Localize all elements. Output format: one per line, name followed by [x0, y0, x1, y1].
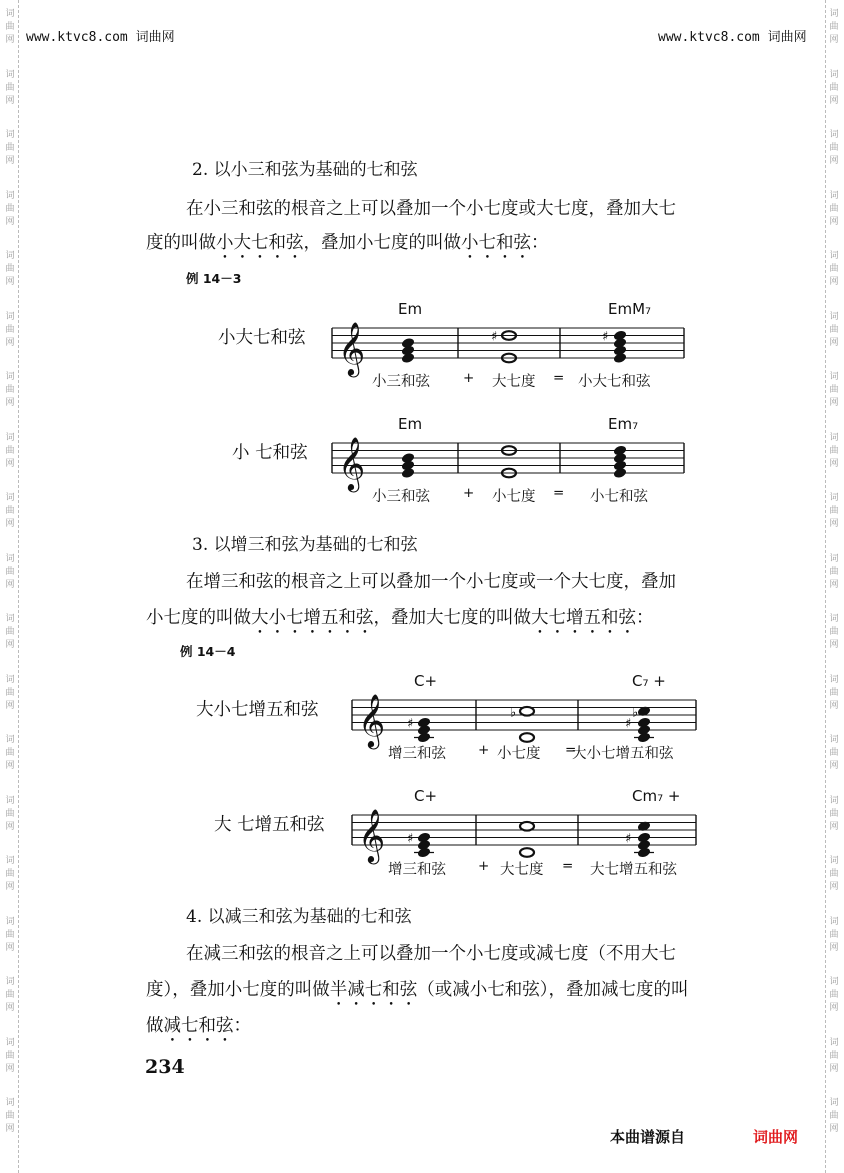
caption-interval: 大七度	[500, 862, 544, 878]
section-4-line3	[146, 1014, 251, 1046]
caption-result: 大七增五和弦	[590, 862, 677, 878]
sharp-icon: ♯	[625, 831, 632, 847]
text-span: ：	[636, 608, 654, 628]
watermark-glyph: 曲	[829, 1111, 839, 1121]
chord-symbol-1: Em	[398, 415, 423, 433]
watermark-glyph: 词	[829, 372, 839, 382]
watermark-glyph: 曲	[5, 1050, 15, 1061]
watermark-glyph: 词	[829, 493, 839, 503]
caption-result: 大小七增五和弦	[572, 746, 674, 762]
watermark-glyph: 曲	[829, 869, 839, 879]
watermark-glyph: 网	[5, 398, 15, 408]
watermark-glyph: 词	[829, 9, 839, 19]
chord-symbol-2: Cm₇ +	[632, 787, 681, 805]
section-2-title: 2. 以小三和弦为基础的七和弦	[192, 160, 418, 180]
watermark-glyph: 词	[829, 674, 839, 685]
watermark-glyph: 词	[829, 977, 839, 987]
treble-clef-icon: 𝄞	[358, 693, 386, 747]
chord-note	[613, 444, 628, 456]
chord-symbol-2: Em₇	[608, 415, 639, 433]
watermark-glyph: 曲	[829, 808, 839, 819]
watermark-glyph: 词	[5, 1098, 15, 1108]
sharp-icon: ♯	[491, 329, 498, 345]
example-label-14-4: 例 14－4	[180, 644, 236, 659]
watermark-glyph: 词	[5, 795, 15, 806]
watermark-glyph: 网	[5, 882, 15, 892]
caption-equals: =	[565, 742, 577, 758]
interval-note-seventh	[520, 822, 534, 831]
watermark-glyph: 网	[829, 1124, 839, 1134]
chord-note	[417, 716, 432, 728]
caption-plus: +	[478, 858, 490, 874]
chord-note	[637, 716, 652, 728]
text-span: ：	[233, 1016, 251, 1036]
watermark-glyph: 曲	[5, 687, 15, 698]
flat-icon: ♭	[510, 705, 517, 721]
watermark-glyph: 词	[5, 1037, 15, 1048]
watermark-glyph: 词	[829, 190, 839, 201]
sharp-icon: ♯	[625, 716, 632, 732]
footer-site-link[interactable]: 词曲网	[753, 1128, 799, 1146]
watermark-glyph: 网	[829, 761, 839, 771]
watermark-glyph: 词	[5, 916, 15, 927]
watermark-glyph: 网	[829, 458, 839, 469]
chord-name-label: 大 七增五和弦	[214, 815, 325, 835]
watermark-glyph: 曲	[5, 808, 15, 819]
watermark-glyph: 曲	[829, 1050, 839, 1061]
watermark-glyph: 网	[829, 1063, 839, 1074]
text-span: 做	[146, 1016, 164, 1036]
text-span: （或减小七和弦），叠加减七度的叫	[417, 980, 689, 1000]
term-augmented-minor-seventh: 大小七增五和弦	[251, 608, 374, 628]
term-augmented-major-seventh: 大七增五和弦	[531, 608, 636, 628]
caption-result: 小七和弦	[590, 489, 648, 505]
section-2-line1: 在小三和弦的根音之上可以叠加一个小七度或大七度，叠加大七	[186, 199, 676, 219]
watermark-glyph: 词	[829, 856, 839, 866]
watermark-glyph: 曲	[829, 687, 839, 698]
watermark-glyph: 词	[829, 130, 839, 140]
watermark-glyph: 曲	[5, 143, 15, 153]
flat-icon: ♭	[632, 705, 639, 721]
term-minor-seventh: 小七和弦	[461, 233, 531, 253]
text-span: 度的叫做	[146, 233, 216, 253]
watermark-glyph: 网	[5, 337, 15, 348]
watermark-glyph: 网	[829, 519, 839, 529]
watermark-glyph: 网	[829, 579, 839, 590]
chord-symbol-1: C+	[414, 672, 438, 690]
watermark-glyph: 词	[5, 856, 15, 866]
music-staff	[352, 686, 696, 756]
watermark-glyph: 词	[5, 9, 15, 19]
footer-source-label: 本曲谱源自	[610, 1128, 686, 1146]
watermark-glyph: 曲	[5, 748, 15, 758]
watermark-glyph: 曲	[5, 506, 15, 516]
section-3-line2	[146, 606, 654, 638]
watermark-glyph: 网	[829, 821, 839, 832]
watermark-glyph: 词	[5, 372, 15, 382]
music-staff	[332, 314, 684, 384]
section-4-line1: 在减三和弦的根音之上可以叠加一个小七度或减七度（不用大七	[186, 944, 676, 964]
caption-interval: 大七度	[492, 374, 536, 390]
watermark-glyph: 网	[5, 1063, 15, 1074]
chord-note	[417, 831, 432, 843]
chord-symbol-2: EmM₇	[608, 300, 652, 318]
term-minor-major-seventh: 小大七和弦	[216, 233, 304, 253]
watermark-glyph: 曲	[829, 627, 839, 637]
watermark-glyph: 词	[829, 614, 839, 624]
watermark-glyph: 网	[5, 519, 15, 529]
watermark-glyph: 词	[829, 916, 839, 927]
sharp-icon: ♯	[407, 716, 414, 732]
watermark-glyph: 网	[829, 277, 839, 287]
header-url-right[interactable]: www.ktvc8.com 词曲网	[658, 30, 807, 45]
treble-clef-icon: 𝄞	[358, 808, 386, 862]
watermark-glyph: 网	[5, 1124, 15, 1134]
watermark-glyph: 词	[829, 553, 839, 564]
chord-note	[401, 337, 416, 349]
watermark-glyph: 词	[5, 432, 15, 443]
text-span: 小七度的叫做	[146, 608, 251, 628]
watermark-glyph: 词	[829, 735, 839, 745]
watermark-glyph: 网	[5, 700, 15, 711]
watermark-glyph: 曲	[5, 445, 15, 456]
watermark-glyph: 曲	[5, 324, 15, 335]
chord-name-label: 大小七增五和弦	[196, 700, 319, 720]
caption-plus: +	[478, 742, 490, 758]
sharp-icon: ♯	[602, 329, 609, 345]
watermark-glyph: 网	[5, 35, 15, 45]
watermark-glyph: 网	[829, 216, 839, 227]
watermark-glyph: 曲	[5, 203, 15, 214]
watermark-glyph: 曲	[829, 566, 839, 577]
watermark-glyph: 曲	[829, 506, 839, 516]
caption-plus: +	[463, 370, 475, 386]
watermark-glyph: 词	[829, 1098, 839, 1108]
watermark-glyph: 词	[829, 1037, 839, 1048]
caption-triad: 小三和弦	[372, 489, 430, 505]
watermark-glyph: 网	[5, 458, 15, 469]
term-diminished-seventh: 减七和弦	[163, 1016, 234, 1036]
watermark-glyph: 词	[5, 735, 15, 745]
watermark-glyph: 网	[829, 942, 839, 953]
section-3-line1: 在增三和弦的根音之上可以叠加一个小七度或一个大七度，叠加	[186, 572, 676, 592]
chord-symbol-2: C₇ +	[632, 672, 666, 690]
interval-note-root	[520, 848, 534, 857]
watermark-glyph: 网	[829, 882, 839, 892]
watermark-glyph: 网	[5, 942, 15, 953]
watermark-glyph: 网	[5, 156, 15, 166]
watermark-glyph: 词	[5, 674, 15, 685]
sharp-icon: ♯	[407, 831, 414, 847]
text-span: ：	[531, 233, 549, 253]
watermark-glyph: 网	[5, 640, 15, 650]
music-staff	[332, 429, 684, 499]
chord-name-label: 小大七和弦	[218, 328, 306, 348]
watermark-glyph: 曲	[5, 869, 15, 879]
watermark-glyph: 词	[5, 553, 15, 564]
caption-interval: 小七度	[497, 746, 541, 762]
watermark-glyph: 曲	[829, 22, 839, 32]
caption-triad: 增三和弦	[388, 746, 446, 762]
watermark-glyph: 网	[5, 216, 15, 227]
section-2-line2	[146, 231, 549, 263]
watermark-glyph: 网	[5, 761, 15, 771]
chord-symbol-1: Em	[398, 300, 423, 318]
watermark-glyph: 曲	[5, 385, 15, 395]
watermark-glyph: 曲	[829, 929, 839, 940]
watermark-glyph: 词	[5, 251, 15, 261]
caption-equals: =	[553, 370, 565, 386]
watermark-glyph: 词	[5, 493, 15, 503]
chord-name-label: 小 七和弦	[232, 443, 308, 463]
interval-note-seventh	[520, 707, 534, 716]
watermark-glyph: 曲	[5, 1111, 15, 1121]
watermark-glyph: 词	[829, 311, 839, 322]
watermark-glyph: 曲	[829, 82, 839, 93]
watermark-glyph: 曲	[829, 445, 839, 456]
watermark-glyph: 网	[5, 95, 15, 106]
watermark-glyph: 曲	[829, 748, 839, 758]
watermark-glyph: 曲	[829, 385, 839, 395]
watermark-glyph: 曲	[5, 990, 15, 1000]
treble-clef-icon: 𝄞	[338, 321, 366, 375]
watermark-glyph: 曲	[829, 990, 839, 1000]
watermark-glyph: 网	[5, 277, 15, 287]
chord-note	[401, 452, 416, 464]
watermark-glyph: 网	[829, 95, 839, 106]
caption-triad: 小三和弦	[372, 374, 430, 390]
watermark-glyph: 曲	[5, 264, 15, 274]
header-url-left[interactable]: www.ktvc8.com 词曲网	[26, 30, 175, 45]
watermark-glyph: 词	[829, 251, 839, 261]
watermark-glyph: 网	[829, 640, 839, 650]
watermark-glyph: 网	[829, 35, 839, 45]
text-span: 度），叠加小七度的叫做	[146, 980, 330, 1000]
section-3-title: 3. 以增三和弦为基础的七和弦	[192, 535, 418, 555]
chord-note	[613, 329, 628, 341]
watermark-glyph: 网	[5, 821, 15, 832]
watermark-glyph: 词	[829, 795, 839, 806]
interval-note-root	[520, 733, 534, 742]
watermark-glyph: 曲	[5, 22, 15, 32]
watermark-glyph: 网	[829, 1003, 839, 1013]
watermark-glyph: 曲	[5, 566, 15, 577]
section-4-line2	[146, 978, 689, 1010]
watermark-glyph: 词	[5, 69, 15, 80]
treble-clef-icon: 𝄞	[338, 436, 366, 490]
watermark-glyph: 词	[829, 69, 839, 80]
watermark-glyph: 网	[5, 579, 15, 590]
watermark-glyph: 曲	[5, 82, 15, 93]
caption-plus: +	[463, 485, 475, 501]
example-label-14-3: 例 14－3	[186, 271, 242, 286]
caption-triad: 增三和弦	[388, 862, 446, 878]
watermark-glyph: 曲	[5, 929, 15, 940]
watermark-glyph: 曲	[829, 143, 839, 153]
page-number: 234	[145, 1056, 185, 1078]
watermark-glyph: 词	[5, 190, 15, 201]
watermark-glyph: 曲	[829, 203, 839, 214]
caption-result: 小大七和弦	[578, 374, 651, 390]
chord-note	[637, 831, 652, 843]
caption-equals: =	[553, 485, 565, 501]
text-span: ，叠加小七度的叫做	[303, 233, 461, 253]
chord-symbol-1: C+	[414, 787, 438, 805]
watermark-glyph: 词	[829, 432, 839, 443]
caption-interval: 小七度	[492, 489, 536, 505]
watermark-glyph: 网	[829, 156, 839, 166]
watermark-glyph: 曲	[829, 264, 839, 274]
watermark-glyph: 词	[5, 614, 15, 624]
section-4-title: 4. 以减三和弦为基础的七和弦	[186, 907, 412, 927]
term-half-diminished-seventh: 半减七和弦	[329, 980, 418, 1000]
watermark-glyph: 词	[5, 130, 15, 140]
watermark-glyph: 网	[829, 398, 839, 408]
watermark-glyph: 网	[829, 700, 839, 711]
text-span: ，叠加大七度的叫做	[373, 608, 531, 628]
watermark-glyph: 网	[829, 337, 839, 348]
watermark-glyph: 词	[5, 311, 15, 322]
watermark-glyph: 词	[5, 977, 15, 987]
music-staff	[352, 801, 696, 871]
watermark-glyph: 网	[5, 1003, 15, 1013]
caption-equals: =	[562, 858, 574, 874]
watermark-glyph: 曲	[5, 627, 15, 637]
watermark-glyph: 曲	[829, 324, 839, 335]
